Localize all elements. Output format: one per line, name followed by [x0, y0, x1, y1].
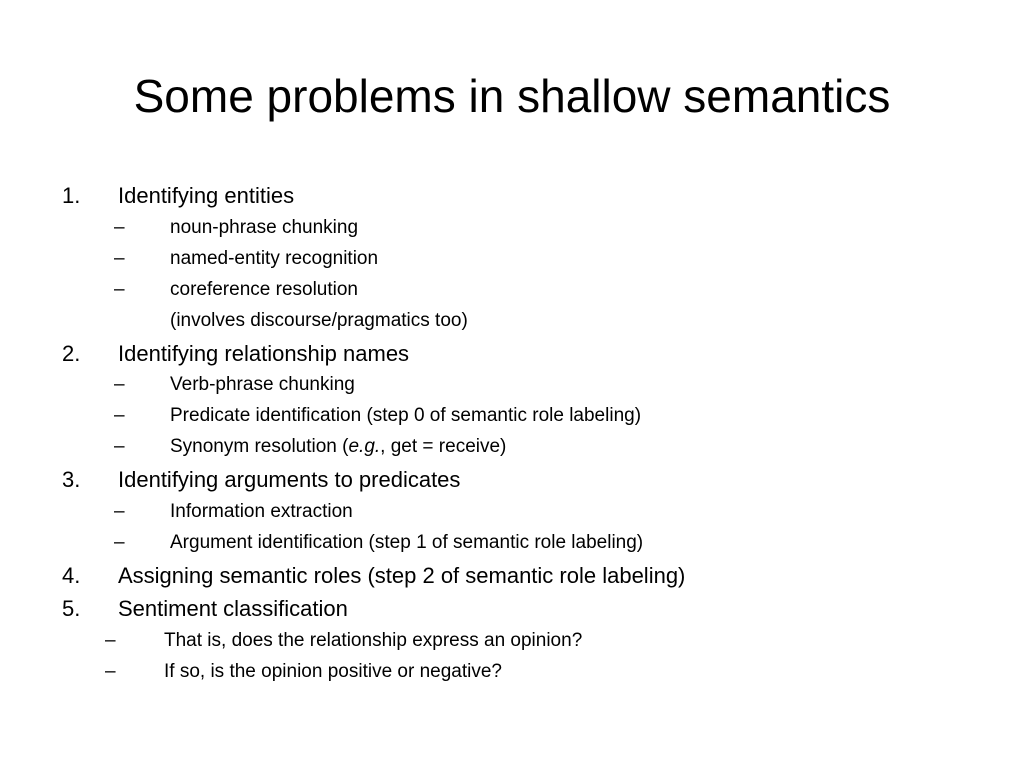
- sub-item-text: noun-phrase chunking: [170, 217, 359, 238]
- dash-bullet: –: [114, 279, 125, 300]
- item-text: Identifying entities: [118, 183, 295, 208]
- item-text: Assigning semantic roles (step 2 of semantic role labeling): [118, 563, 686, 588]
- item-number: 5.: [62, 596, 81, 621]
- dash-bullet: –: [114, 501, 125, 522]
- sub-item-text: [170, 435, 506, 459]
- item-text: Sentiment classification: [118, 596, 348, 621]
- dash-bullet: –: [114, 436, 125, 457]
- sub-item-text: coreference resolution: [170, 279, 358, 300]
- dash-bullet: –: [105, 630, 116, 651]
- dash-bullet: –: [114, 248, 125, 269]
- dash-bullet: –: [114, 374, 125, 395]
- sub-item-text: If so, is the opinion positive or negative?: [164, 661, 502, 682]
- item-number: 2.: [62, 341, 81, 366]
- item-number: 4.: [62, 563, 81, 588]
- dash-bullet: –: [105, 661, 116, 682]
- sub-item-text-italic: e.g.: [348, 436, 381, 457]
- item-number: 1.: [62, 183, 81, 208]
- sub-item-text: Verb-phrase chunking: [170, 374, 355, 395]
- sub-item-text: Argument identification (step 1 of semantic role labeling): [170, 532, 644, 553]
- sub-item-text: Predicate identification (step 0 of semantic role labeling): [170, 405, 642, 426]
- sub-item-text: That is, does the relationship express an opinion?: [164, 630, 583, 651]
- dash-bullet: –: [114, 405, 125, 426]
- sub-item-text-part: , get = receive): [380, 436, 507, 457]
- dash-bullet: –: [114, 217, 125, 238]
- item-text: Identifying arguments to predicates: [118, 467, 461, 492]
- item-number: 3.: [62, 467, 81, 492]
- item-text: Identifying relationship names: [118, 341, 410, 366]
- dash-bullet: –: [114, 532, 125, 553]
- sub-item-text-part: Synonym resolution (: [170, 436, 349, 457]
- slide-title: Some problems in shallow semantics: [133, 70, 891, 122]
- sub-item-text: named-entity recognition: [170, 248, 379, 269]
- sub-item-text: Information extraction: [170, 501, 353, 522]
- sub-item-continuation-text: (involves discourse/pragmatics too): [170, 310, 468, 331]
